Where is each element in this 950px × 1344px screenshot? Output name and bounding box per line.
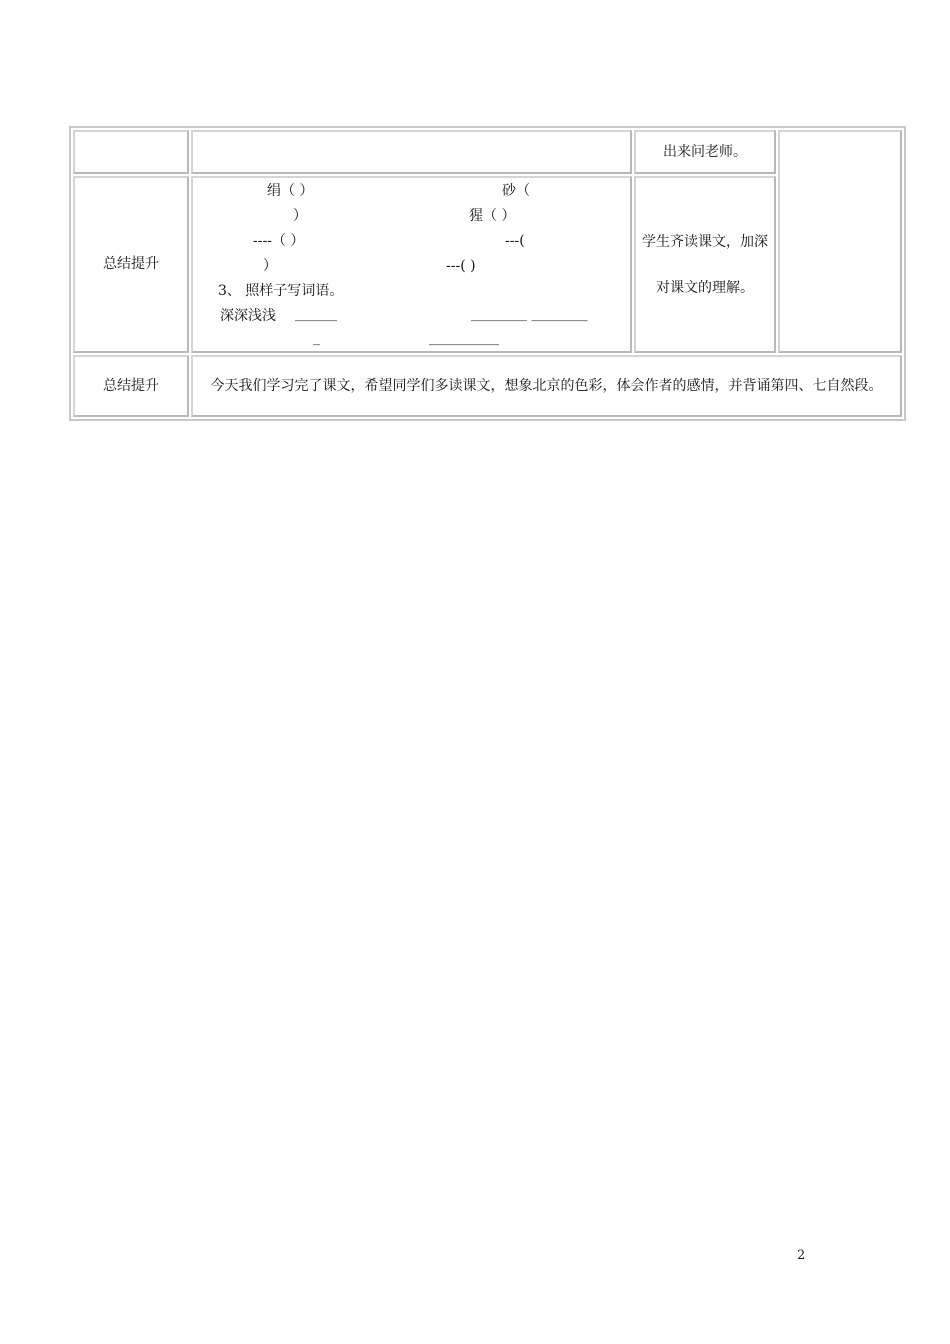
- exercise-blank-1: ______: [295, 306, 337, 322]
- exercise-item-3: 3、 照样子写词语。: [218, 283, 344, 299]
- section-label: 总结提升: [103, 377, 159, 394]
- exercise-blank-3: _: [313, 330, 320, 346]
- exercise-paren-close-2: ）: [263, 258, 277, 274]
- student-activity-line: 学生齐读课文，加深: [642, 233, 768, 250]
- empty-label-cell: [73, 130, 189, 174]
- exercise-example-word: 深深浅浅: [220, 308, 276, 324]
- exercise-blank-2: ________ ________: [471, 306, 588, 322]
- exercise-dash-right: ---(: [505, 233, 525, 249]
- summary-text: 今天我们学习完了课文，希望同学们多读课文，想象北京的色彩，体会作者的感情，并背诵第四、七自然段。: [210, 377, 883, 394]
- exercise-xing: 猩（ ）: [469, 208, 516, 224]
- teacher-note-cell: [634, 130, 776, 174]
- lesson-plan-table: [69, 126, 906, 421]
- exercise-cell: [191, 176, 632, 353]
- exercise-dash-right-2: ---( ): [446, 258, 476, 274]
- section-label-cell: [73, 355, 189, 417]
- student-activity-cell: [634, 176, 776, 353]
- student-activity-text: [636, 209, 774, 321]
- exercise-dash-left: ----（ ）: [253, 233, 305, 249]
- exercise-sha: 砂（: [502, 183, 530, 199]
- exercise-juan: 绢（ ）: [267, 183, 314, 199]
- exercise-block: [193, 178, 630, 351]
- summary-cell: [191, 355, 902, 417]
- exercise-paren-close-1: ）: [293, 208, 307, 224]
- section-label: 总结提升: [103, 256, 159, 272]
- empty-content-cell: [191, 130, 632, 174]
- empty-notes-cell: [778, 130, 902, 353]
- teacher-note-text: 出来问老师。: [663, 143, 747, 160]
- page-number: 2: [797, 1248, 806, 1263]
- table-row: [73, 355, 902, 417]
- exercise-blank-4: __________: [429, 330, 499, 346]
- table-row: [73, 130, 902, 174]
- student-activity-line: 对课文的理解。: [656, 279, 754, 296]
- section-label-cell: [73, 176, 189, 353]
